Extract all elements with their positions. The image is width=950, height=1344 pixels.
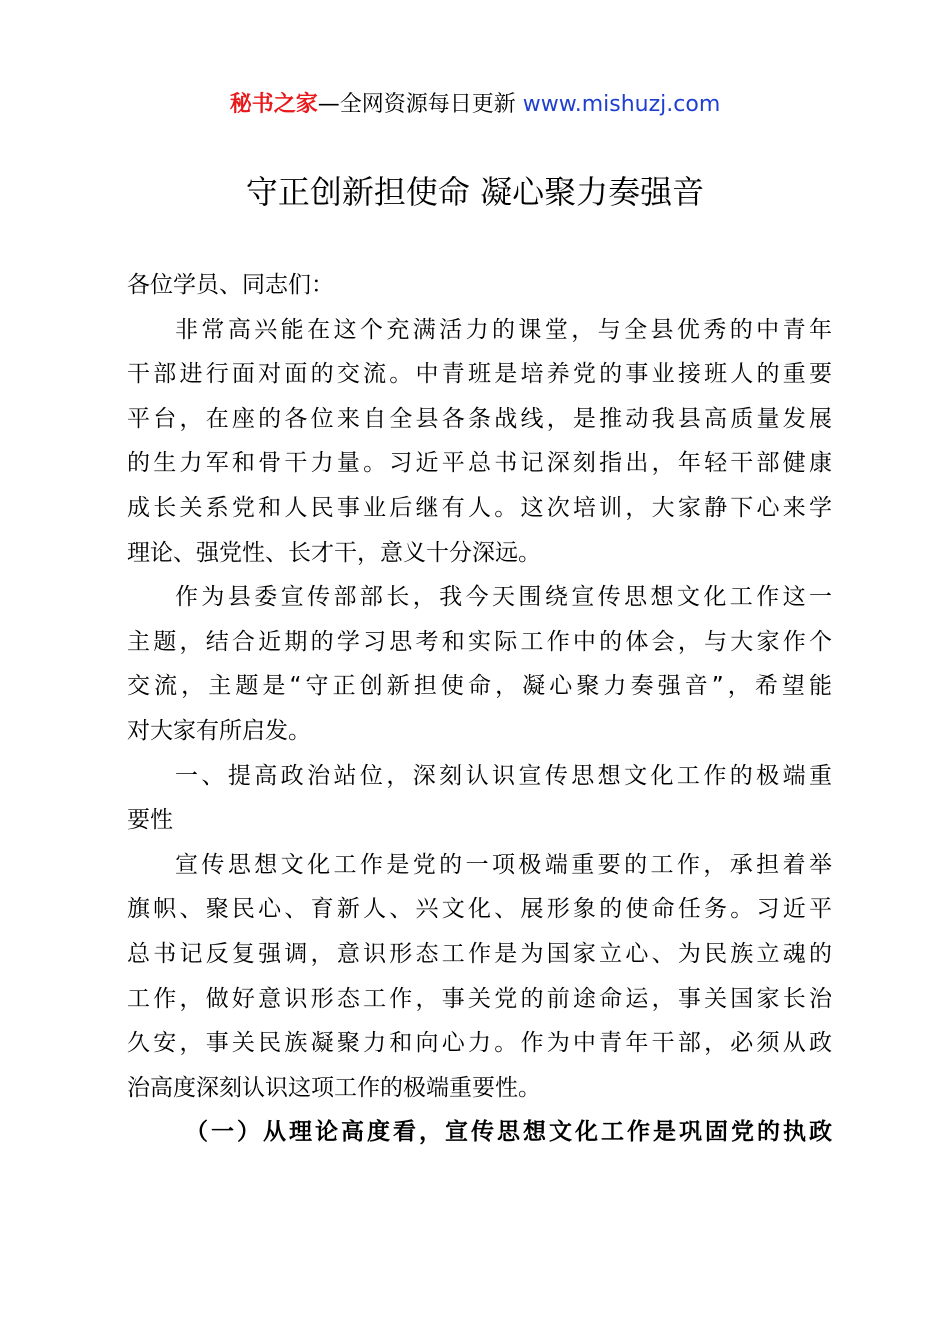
site-brand: 秘书之家 — [229, 92, 318, 117]
document-title: 守正创新担使命 凝心聚力奏强音 — [245, 173, 705, 211]
paragraph-2 — [127, 575, 832, 753]
section-heading-1 — [127, 754, 832, 843]
document-body — [127, 263, 832, 1155]
paragraph-3 — [127, 843, 832, 1111]
paragraph-line: 干部进行面对面的交流。中青班是培养党的事业接班人的重要 — [127, 361, 832, 388]
paragraph-line: 非常高兴能在这个充满活力的课堂，与全县优秀的中青年 — [175, 316, 832, 343]
paragraph-line: 宣传思想文化工作是党的一项极端重要的工作，承担着举 — [175, 851, 832, 878]
paragraph-line: 理论、强党性、长才干，意义十分深远。 — [127, 539, 541, 566]
paragraph-line: 对大家有所启发。 — [127, 717, 311, 744]
paragraph-line: 作为县委宣传部部长，我今天围绕宣传思想文化工作这一 — [175, 584, 832, 611]
paragraph-line: 总书记反复强调，意识形态工作是为国家立心、为民族立魂的 — [127, 940, 832, 967]
site-header — [0, 88, 950, 122]
paragraph-line: 旗帜、聚民心、育新人、兴文化、展形象的使命任务。习近平 — [127, 896, 832, 923]
paragraph-line: 工作，做好意识形态工作，事关党的前途命运，事关国家长治 — [127, 985, 832, 1012]
paragraph-line: 久安，事关民族凝聚力和向心力。作为中青年干部，必须从政 — [127, 1030, 832, 1057]
paragraph-line: 的生力军和骨干力量。习近平总书记深刻指出，年轻干部健康 — [127, 450, 832, 477]
subsection-heading-1: （一）从理论高度看，宣传思想文化工作是巩固党的执政 — [185, 1119, 832, 1146]
site-url[interactable]: www.mishuzj.com — [522, 92, 721, 117]
site-tagline: —全网资源每日更新 — [317, 92, 523, 117]
paragraph-1 — [127, 308, 832, 576]
heading-line: 一、提高政治站位，深刻认识宣传思想文化工作的极端重 — [175, 762, 832, 789]
paragraph-line: 交流，主题是“守正创新担使命，凝心聚力奏强音”，希望能 — [127, 673, 832, 700]
paragraph-line: 成长关系党和人民事业后继有人。这次培训，大家静下心来学 — [127, 494, 832, 521]
paragraph-line: 平台，在座的各位来自全县各条战线，是推动我县高质量发展 — [127, 405, 832, 432]
paragraph-line: 治高度深刻认识这项工作的极端重要性。 — [127, 1074, 541, 1101]
salutation: 各位学员、同志们： — [127, 272, 334, 298]
paragraph-line: 主题，结合近期的学习思考和实际工作中的体会，与大家作个 — [127, 628, 832, 655]
heading-line: 要性 — [127, 807, 173, 834]
